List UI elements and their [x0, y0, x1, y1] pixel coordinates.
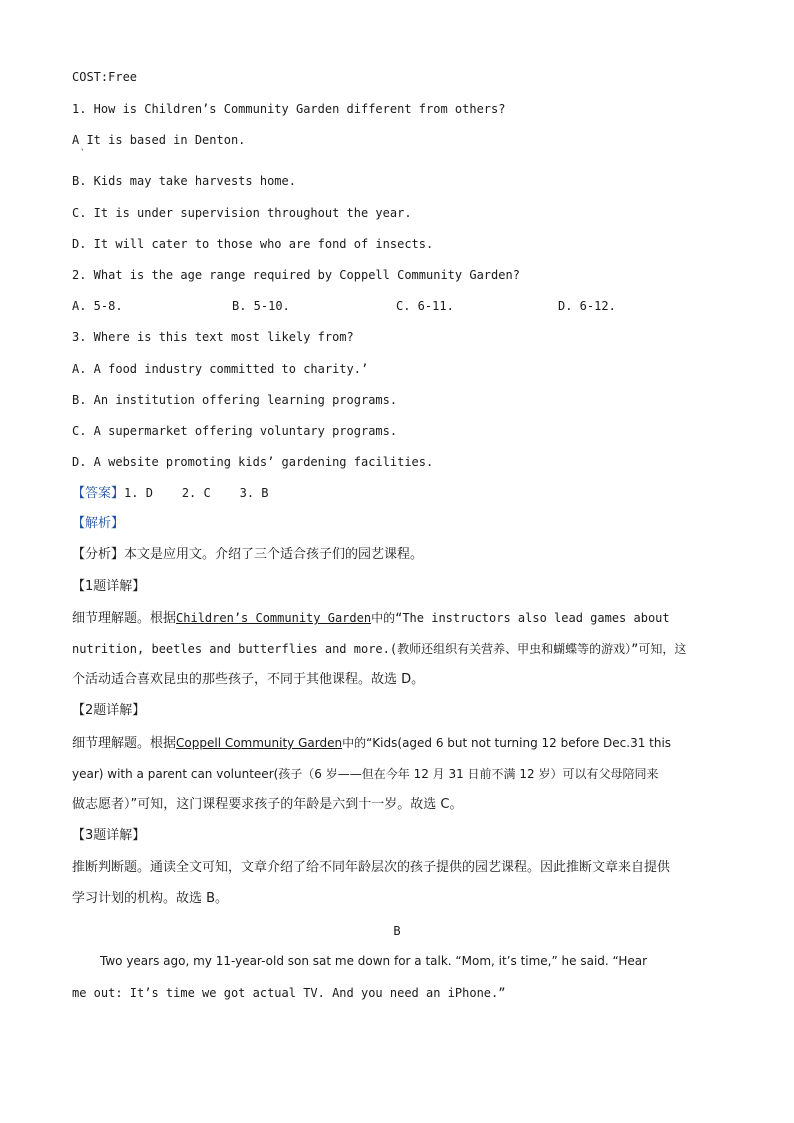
- question-2-options: [72, 297, 722, 315]
- detail-2-line-1: [72, 734, 671, 753]
- question-1-option-c: C. It is under supervision throughout the year.: [72, 206, 412, 220]
- passage-line-1: Two years ago, my 11-year-old son sat me down for a talk. “Mom, it’s time,” he said. “Hear: [100, 954, 648, 968]
- question-2-option-a: A. 5-8.: [72, 299, 123, 313]
- section-letter: B: [393, 924, 401, 938]
- detail-3-tag: 【3题详解】: [72, 828, 146, 843]
- question-3-option-d: D. A website promoting kids’ gardening facilities.: [72, 455, 434, 469]
- question-3-stem: 3. Where is this text most likely from?: [72, 330, 354, 344]
- detail-1-garden-name: Children’s Community Garden: [176, 611, 372, 625]
- detail-1-prefix: 细节理解题。根据: [72, 611, 177, 626]
- answer-tag: 【答案】: [72, 486, 125, 501]
- question-2-option-c: C. 6-11.: [396, 299, 454, 313]
- fenxi-tag: 【分析】: [72, 547, 125, 562]
- question-3-option-c: C. A supermarket offering voluntary programs.: [72, 424, 398, 438]
- answer-line: [72, 484, 269, 503]
- stray-mark: `: [80, 149, 86, 159]
- question-1-stem: 1. How is Children’s Community Garden different from others?: [72, 102, 506, 116]
- question-2-option-b: B. 5-10.: [232, 299, 290, 313]
- question-3-option-a: A. A food industry committed to charity.’: [72, 362, 369, 376]
- fenxi-line: [72, 546, 423, 564]
- detail-2-garden-name: Coppell Community Garden: [176, 736, 343, 750]
- detail-3-line-2: 学习计划的机构。故选 B。: [72, 891, 229, 906]
- detail-2-line-2: year) with a parent can volunteer(孩子（6 岁——但在今年 12 月 31 日前不满 12 岁）可以有父母陪同来: [72, 767, 659, 781]
- detail-1-line-3: 个活动适合喜欢昆虫的那些孩子，不同于其他课程。故选 D。: [72, 672, 425, 687]
- detail-1-tag: 【1题详解】: [72, 579, 146, 594]
- answer-text: 1. D 2. C 3. B: [124, 486, 269, 500]
- fenxi-text: 本文是应用文。介绍了三个适合孩子们的园艺课程。: [124, 547, 424, 562]
- detail-2-line-3: 做志愿者）”可知，这门课程要求孩子的年龄是六到十一岁。故选 C。: [72, 797, 463, 812]
- question-2-option-d: D. 6-12.: [558, 299, 616, 313]
- question-1-option-a: A It is based in Denton.: [72, 133, 246, 147]
- analysis-tag: 【解析】: [72, 516, 125, 531]
- detail-3-line-1: 推断判断题。通读全文可知，文章介绍了给不同年龄层次的孩子提供的园艺课程。因此推断文章来自提供: [72, 860, 671, 875]
- question-2-stem: 2. What is the age range required by Coppell Community Garden?: [72, 268, 520, 282]
- detail-2-quote-start: 中的“Kids(aged 6 but not turning 12 before Dec.31 this: [342, 736, 672, 750]
- detail-1-quote-start: 中的“The instructors also lead games about: [371, 611, 670, 625]
- detail-2-prefix: 细节理解题。根据: [72, 736, 177, 751]
- detail-1-line-2: nutrition, beetles and butterflies and more.(教师还组织有关营养、甲虫和蝴蝶等的游戏）”可知，这: [72, 642, 687, 656]
- passage-line-2: me out: It’s time we got actual TV. And you need an iPhone.”: [72, 986, 506, 1000]
- detail-2-tag: 【2题详解】: [72, 703, 146, 718]
- question-1-option-d: D. It will cater to those who are fond of insects.: [72, 237, 434, 251]
- cost-line: COST:Free: [72, 70, 138, 84]
- question-1-option-b: B. Kids may take harvests home.: [72, 174, 296, 188]
- question-3-option-b: B. An institution offering learning programs.: [72, 393, 398, 407]
- detail-1-line-1: [72, 609, 670, 628]
